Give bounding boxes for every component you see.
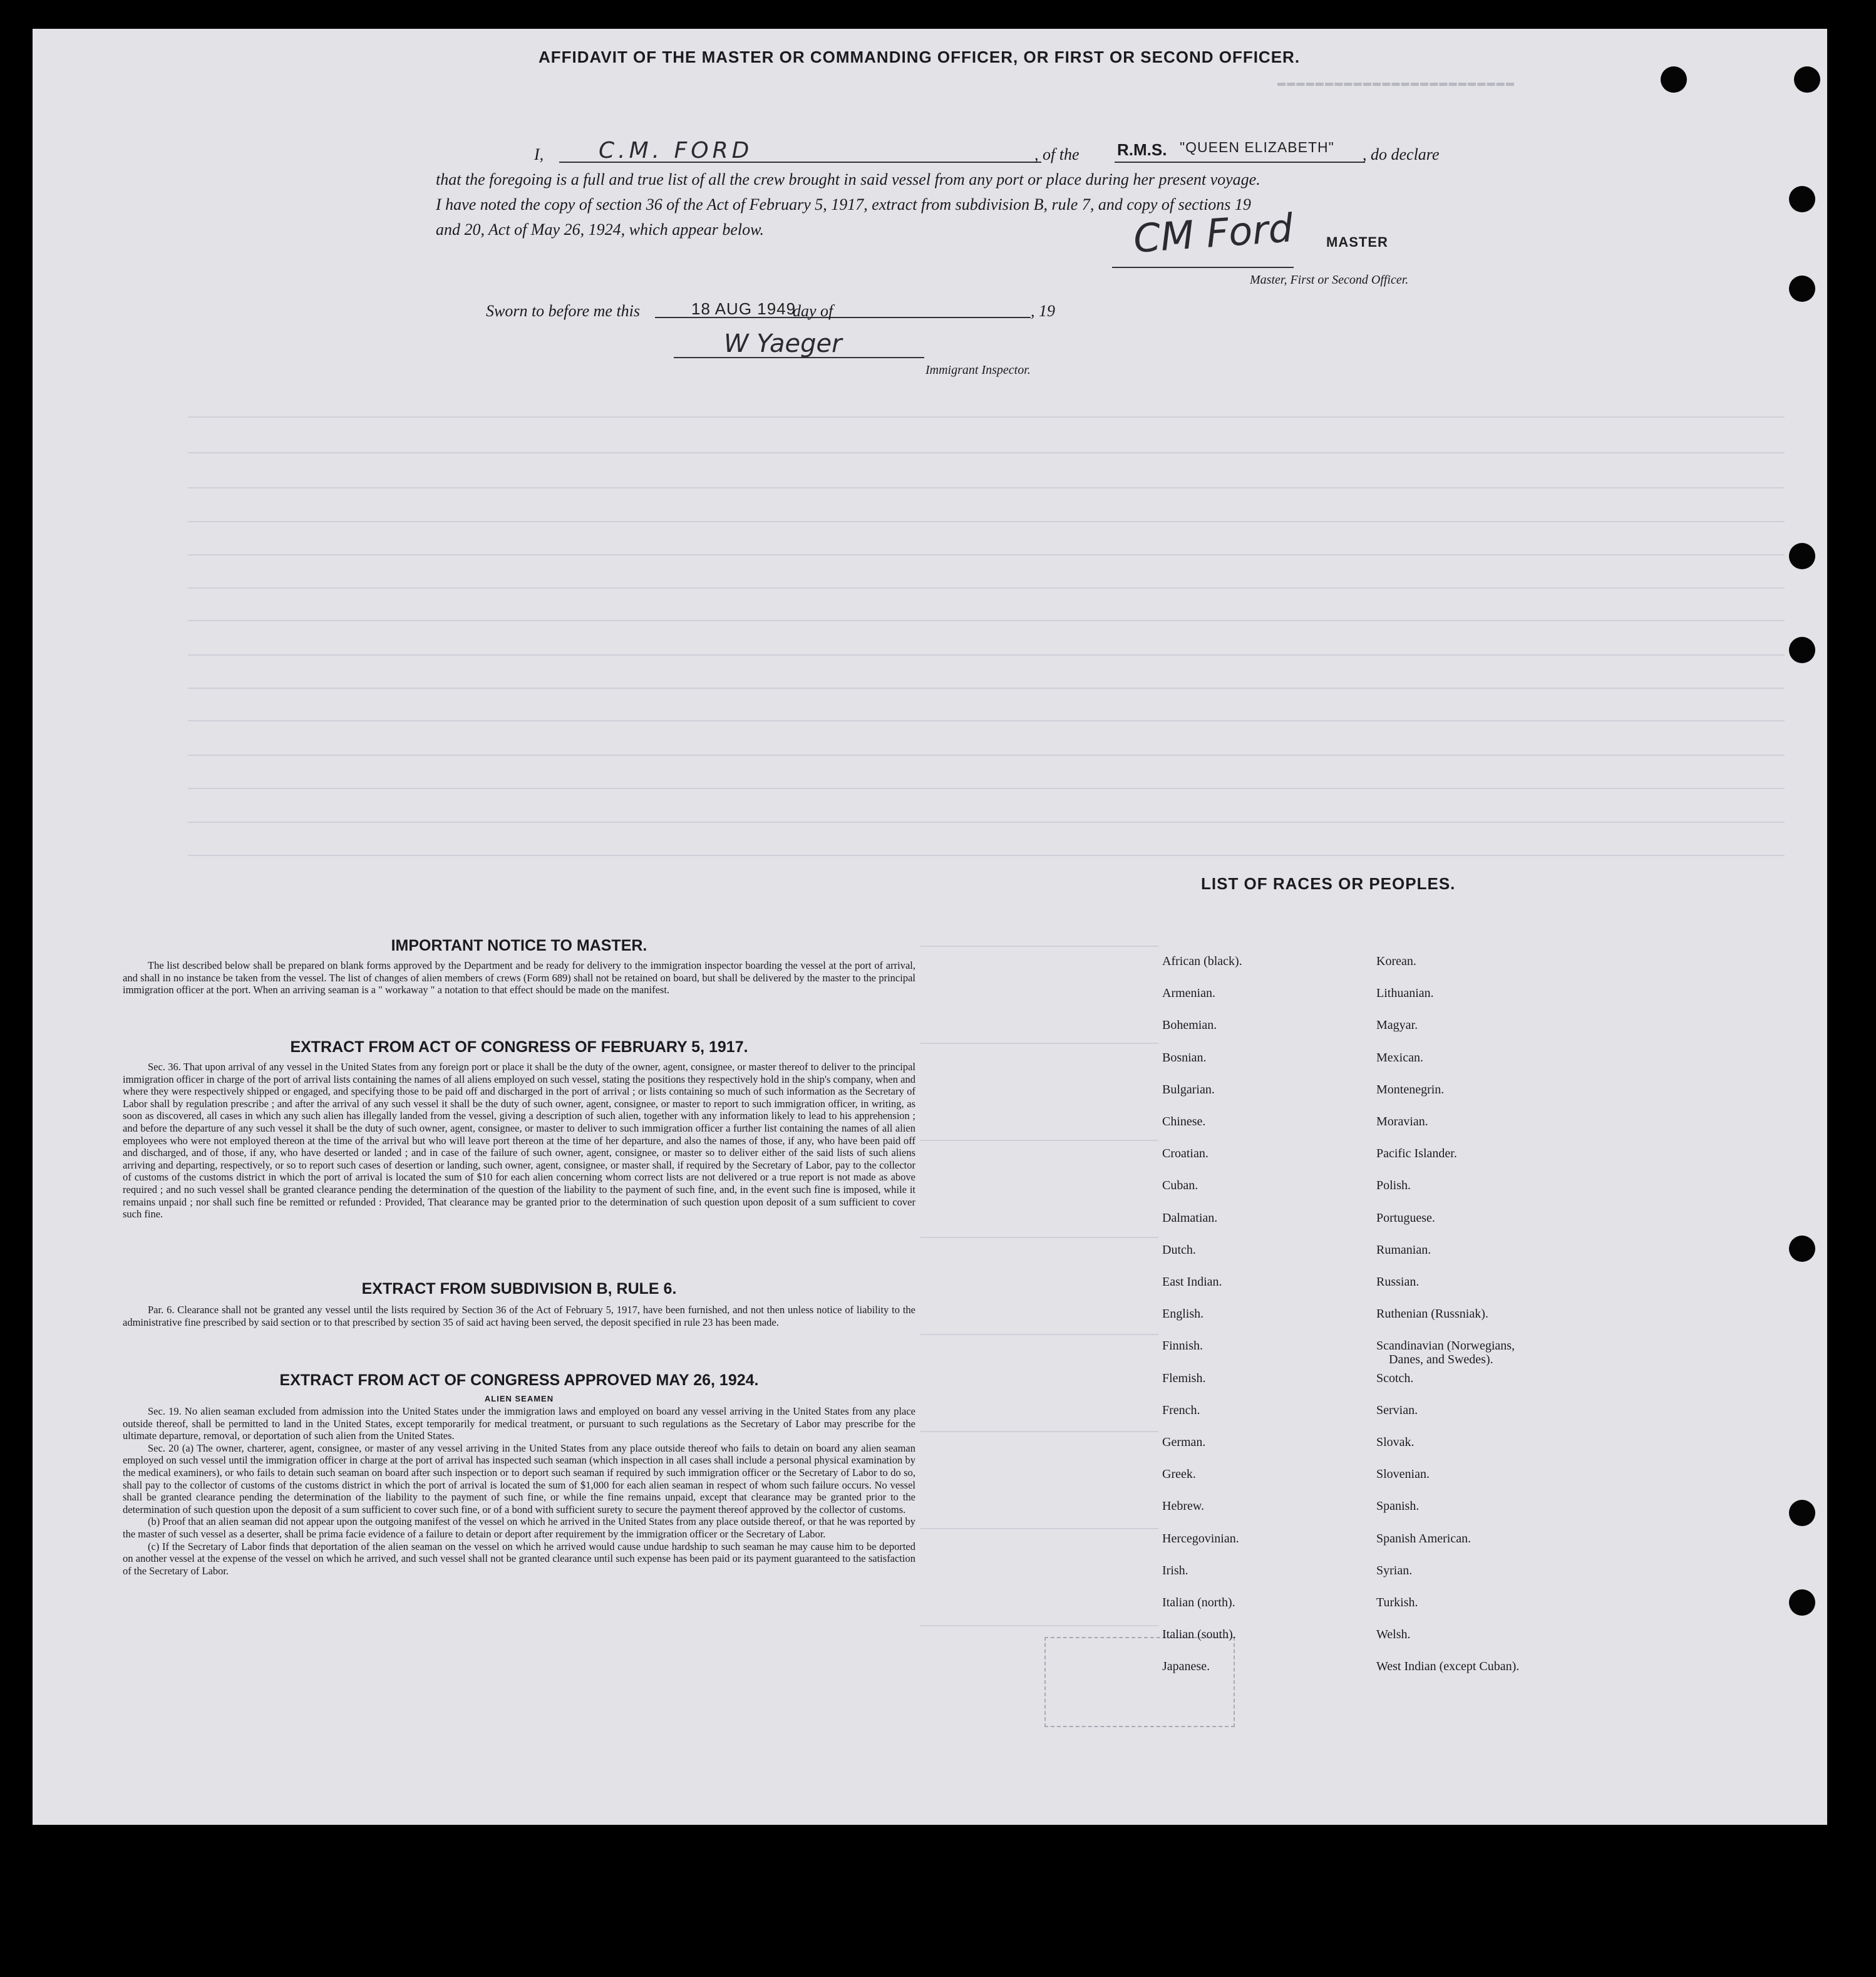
races-title: LIST OF RACES OR PEOPLES. xyxy=(1201,874,1456,893)
punch-hole xyxy=(1789,1589,1815,1616)
race-item: Servian. xyxy=(1376,1403,1418,1417)
race-item: African (black). xyxy=(1162,954,1242,968)
race-item: Italian (north). xyxy=(1162,1596,1235,1609)
punch-hole xyxy=(1789,186,1815,212)
race-item: Pacific Islander. xyxy=(1376,1147,1457,1161)
bleed-through-text: ▬▬▬▬▬▬▬▬▬▬▬▬▬▬▬▬▬▬▬▬▬▬▬▬▬ xyxy=(1277,75,1516,91)
race-item: Scotch. xyxy=(1376,1371,1414,1385)
bleed-through-line xyxy=(920,1334,1158,1335)
bleed-through-line xyxy=(188,416,1785,418)
bleed-through-line xyxy=(188,788,1785,789)
race-item: Flemish. xyxy=(1162,1371,1206,1385)
sworn-prefix: Sworn to before me this xyxy=(486,302,641,320)
race-item: Portuguese. xyxy=(1376,1210,1435,1225)
bleed-through-line xyxy=(920,1528,1158,1529)
race-item: Rumanian. xyxy=(1376,1242,1431,1257)
race-item: Bohemian. xyxy=(1162,1018,1217,1033)
vessel-blank-line xyxy=(1115,162,1365,163)
race-item: Dutch. xyxy=(1162,1242,1196,1257)
punch-hole xyxy=(1789,1500,1815,1526)
master-name-handwritten: C.M. FORD xyxy=(599,138,753,163)
punch-hole xyxy=(1661,66,1687,93)
rule-6-title: EXTRACT FROM SUBDIVISION B, RULE 6. xyxy=(361,1280,677,1298)
bleed-through-line xyxy=(920,1140,1158,1141)
race-item: Cuban. xyxy=(1162,1179,1198,1193)
race-item: Lithuanian. xyxy=(1376,986,1434,1001)
race-item: Spanish. xyxy=(1376,1499,1420,1514)
race-item: Bosnian. xyxy=(1162,1050,1207,1065)
race-item: Armenian. xyxy=(1162,986,1215,1001)
race-item: French. xyxy=(1162,1403,1200,1417)
punch-hole xyxy=(1789,1236,1815,1262)
race-item: Dalmatian. xyxy=(1162,1210,1218,1225)
race-item: Montenegrin. xyxy=(1376,1082,1445,1097)
sec-20a-paragraph: Sec. 20 (a) The owner, charterer, agent, consignee, or master of any vessel arriving in the United States from any place outside thereof who fails to detain on board any alien seaman employed on such vessel until the immigration officer in charge at the port of arrival has inspected such seaman (which inspection in all cases shall include a personal physical examination by the medical examiners), or who fails to detain such seaman on board after such inspection or to deport such seaman if required by such immigration officer or the Secretary of Labor to do so, shall pay to the collector of customs of the customs district in which the port of arrival is located the sum of $1,000 for each alien seaman in respect of whom such failure occurs. No vessel shall be granted clearance pending the determination of the liability to the payment of such fine, or while the fine remains unpaid, except that clearance may be granted prior to the determination of such question upon the deposit of a sum sufficient to cover such fine, or of a bond with sufficient surety to secure the payment thereof approved by the collector of customs. xyxy=(123,1442,915,1515)
race-item: Slovenian. xyxy=(1376,1467,1430,1482)
bleed-through-line xyxy=(188,554,1785,555)
affidavit-of-the: , of the xyxy=(1034,145,1080,163)
bleed-through-line xyxy=(188,620,1785,621)
bleed-through-line xyxy=(188,755,1785,756)
bleed-through-line xyxy=(188,822,1785,823)
sec-20c-paragraph: (c) If the Secretary of Labor finds that deportation of the alien seaman on the vessel on which he arrived would cause undue hardship to such seaman he may cause him to be deported on another vessel at the expense of the vessel on which he arrived, and such vessel shall not be granted clearance until such expense has been paid or its payment guaranteed to the satisfaction of the Secretary of Labor. xyxy=(123,1540,915,1577)
inspector-line xyxy=(674,357,924,358)
affidavit-title: AFFIDAVIT OF THE MASTER OR COMMANDING OFFICER, OR FIRST OR SECOND OFFICER. xyxy=(539,48,1301,66)
bleed-through-line xyxy=(188,521,1785,522)
sec-20b-paragraph: (b) Proof that an alien seaman did not appear upon the outgoing manifest of the vessel on which he arrived in the United States from any place outside thereof, or that he was reported by the master of such vessel as a deserter, shall be prima facie evidence of a failure to detain or deport after requirement by the immigration officer or the Secretary of Labor. xyxy=(123,1515,915,1540)
race-item: Slovak. xyxy=(1376,1435,1415,1449)
bleed-through-line xyxy=(188,720,1785,721)
race-item: Danes, and Swedes). xyxy=(1389,1353,1493,1367)
sec-36-paragraph: Sec. 36. That upon arrival of any vessel in the United States from any foreign port or place it shall be the duty of the owner, agent, consignee, or master thereof to deliver to the principal immigration officer in charge of the port of arrival lists containing the names of all aliens employed on such vessel, stating the positions they respectively hold in the ship's company, when and where they were respectively shipped or engaged, and specifying those to be paid off and discharged in the port of arrival ; or lists containing so much of such information as the Secretary of Labor shall by regulation prescribe ; and after the arrival of any such vessel it shall be the duty of such owner, agent, consignee, or master to report to such immigration officer, in writing, as soon as discovered, all cases in which any such alien has illegally landed from the vessel, giving a description of such alien, together with any information likely to lead to his apprehension ; and before the departure of any such vessel it shall be the duty of such owner, agent, consignee, or master to deliver to such immigration officer a further list containing the names of all alien employees who were not employed thereon at the time of the arrival but who will leave port thereon at the time of her departure, and also the names of those, if any, who have been paid off and discharged, and of those, if any, who have deserted or landed ; and in case of the failure of such owner, agent, consignee, or master so to deliver either of the said lists of such aliens arriving and departing, respectively, or so to report such cases of desertion or landing, such owner, agent, consignee, or master shall, if required by the Secretary of Labor, pay to the collector of customs of the customs district in which the port of arrival is located the sum of $10 for each alien concerning whom correct lists are not delivered or a true report is not made as above required ; and no such vessel shall be granted clearance pending the determination of the question of the liability to the payment of such fine, and, in the event such fine is imposed, while it remains unpaid ; nor shall such fine be remitted or refunded : Provided, That clearance may be granted prior to the determination of such question upon deposit of a sum sufficient to cover such fine. xyxy=(123,1061,915,1221)
bleed-through-line xyxy=(188,587,1785,589)
punch-hole xyxy=(1789,276,1815,302)
notice-title: IMPORTANT NOTICE TO MASTER. xyxy=(391,937,647,954)
race-item: Japanese. xyxy=(1162,1660,1210,1674)
race-item: Italian (south). xyxy=(1162,1628,1236,1642)
extract-1917-title: EXTRACT FROM ACT OF CONGRESS OF FEBRUARY 5, 1917. xyxy=(290,1038,748,1056)
race-item: Russian. xyxy=(1376,1275,1420,1289)
extract-1924-text xyxy=(123,1405,915,1577)
bleed-through-line xyxy=(188,654,1785,656)
inspector-label: Immigrant Inspector. xyxy=(925,363,1031,377)
race-item: English. xyxy=(1162,1307,1204,1321)
race-item: Chinese. xyxy=(1162,1115,1206,1128)
race-item: Polish. xyxy=(1376,1179,1411,1193)
punch-hole xyxy=(1789,637,1815,663)
bleed-through-line xyxy=(920,1625,1158,1626)
day-of: day of xyxy=(793,302,833,320)
bleed-through-line xyxy=(920,946,1158,947)
notice-text xyxy=(123,959,915,996)
bleed-through-line xyxy=(920,1043,1158,1044)
rule-6-text xyxy=(123,1304,915,1328)
affidavit-line-3: I have noted the copy of section 36 of the Act of February 5, 1917, extract from subdivision B, rule 7, and copy of sections 19 xyxy=(436,195,1251,214)
bleed-through-line xyxy=(188,688,1785,689)
faint-office-stamp xyxy=(1044,1637,1235,1727)
race-item: West Indian (except Cuban). xyxy=(1376,1660,1520,1674)
master-signature: CM Ford xyxy=(1131,205,1295,262)
punch-hole xyxy=(1789,543,1815,569)
race-item: Scandinavian (Norwegians, xyxy=(1376,1339,1515,1353)
bleed-through-line xyxy=(188,487,1785,488)
affidavit-line-2: that the foregoing is a full and true list of all the crew brought in said vessel from any port or place during her present voyage. xyxy=(436,170,1260,188)
race-item: Irish. xyxy=(1162,1563,1188,1577)
year-prefix: , 19 xyxy=(1031,302,1055,320)
vessel-name: "QUEEN ELIZABETH" xyxy=(1180,139,1334,155)
master-stamp: MASTER xyxy=(1326,234,1388,250)
race-item: Hercegovinian. xyxy=(1162,1531,1239,1546)
extract-1924-title: EXTRACT FROM ACT OF CONGRESS APPROVED MAY 26, 1924. xyxy=(279,1371,759,1389)
race-item: Syrian. xyxy=(1376,1563,1413,1577)
race-item: Hebrew. xyxy=(1162,1499,1205,1514)
bleed-through-line xyxy=(920,1237,1158,1238)
race-item: Korean. xyxy=(1376,954,1416,968)
notice-paragraph: The list described below shall be prepared on blank forms approved by the Department and be ready for delivery to the immigration inspector boarding the vessel at the port of arrival, and shall in no instance be taken from the vessel. The list of changes of alien members of crews (Form 689) shall not be retained on board, but shall be delivered by the master to the principal immigration officer at the port. When an arriving seaman is a " workaway " a notation to that effect should be made on the manifest. xyxy=(123,959,915,996)
sec-19-paragraph: Sec. 19. No alien seaman excluded from admission into the United States under the immigration laws and employed on board any vessel arriving in the United States from any place outside thereof, shall be permitted to land in the United States, except temporarily for medical treatment, or pursuant to such regulations as the Secretary of Labor may prescribe for the ultimate departure, removal, or deportation of such alien from the United States. xyxy=(123,1405,915,1442)
race-item: Magyar. xyxy=(1376,1018,1418,1033)
race-item: Turkish. xyxy=(1376,1596,1418,1609)
bleed-through-line xyxy=(920,1431,1158,1432)
punch-hole xyxy=(1794,66,1820,93)
extract-1917-text xyxy=(123,1061,915,1221)
vessel-prefix: R.M.S. xyxy=(1117,140,1167,159)
race-item: Ruthenian (Russniak). xyxy=(1376,1307,1488,1321)
bleed-through-line xyxy=(188,452,1785,453)
affidavit-line-4: and 20, Act of May 26, 1924, which appear below. xyxy=(436,220,765,239)
par-6-paragraph: Par. 6. Clearance shall not be granted any vessel until the lists required by Section 36 of the Act of February 5, 1917, have been furnished, and not then unless notice of liability to the administrative fine prescribed by said section or to that prescribed by section 35 of said act having been served, the deposit specified in rule 23 has been made. xyxy=(123,1304,915,1328)
signature-line xyxy=(1112,267,1294,268)
race-item: Spanish American. xyxy=(1376,1531,1471,1546)
alien-seamen-subtitle: ALIEN SEAMEN xyxy=(484,1394,554,1403)
inspector-signature: W Yaeger xyxy=(724,329,842,358)
race-item: Croatian. xyxy=(1162,1147,1209,1161)
date-stamp: 18 AUG 1949 xyxy=(691,299,796,318)
bleed-through-line xyxy=(188,855,1785,856)
race-item: Mexican. xyxy=(1376,1050,1423,1065)
race-item: German. xyxy=(1162,1435,1206,1449)
affidavit-i: I, xyxy=(534,145,544,163)
race-item: Moravian. xyxy=(1376,1115,1428,1128)
race-item: Finnish. xyxy=(1162,1339,1203,1353)
race-item: Bulgarian. xyxy=(1162,1082,1215,1097)
affidavit-do-declare: , do declare xyxy=(1363,145,1440,163)
race-item: Welsh. xyxy=(1376,1628,1411,1642)
officer-label: Master, First or Second Officer. xyxy=(1250,273,1409,287)
race-item: Greek. xyxy=(1162,1467,1196,1482)
race-item: East Indian. xyxy=(1162,1275,1222,1289)
